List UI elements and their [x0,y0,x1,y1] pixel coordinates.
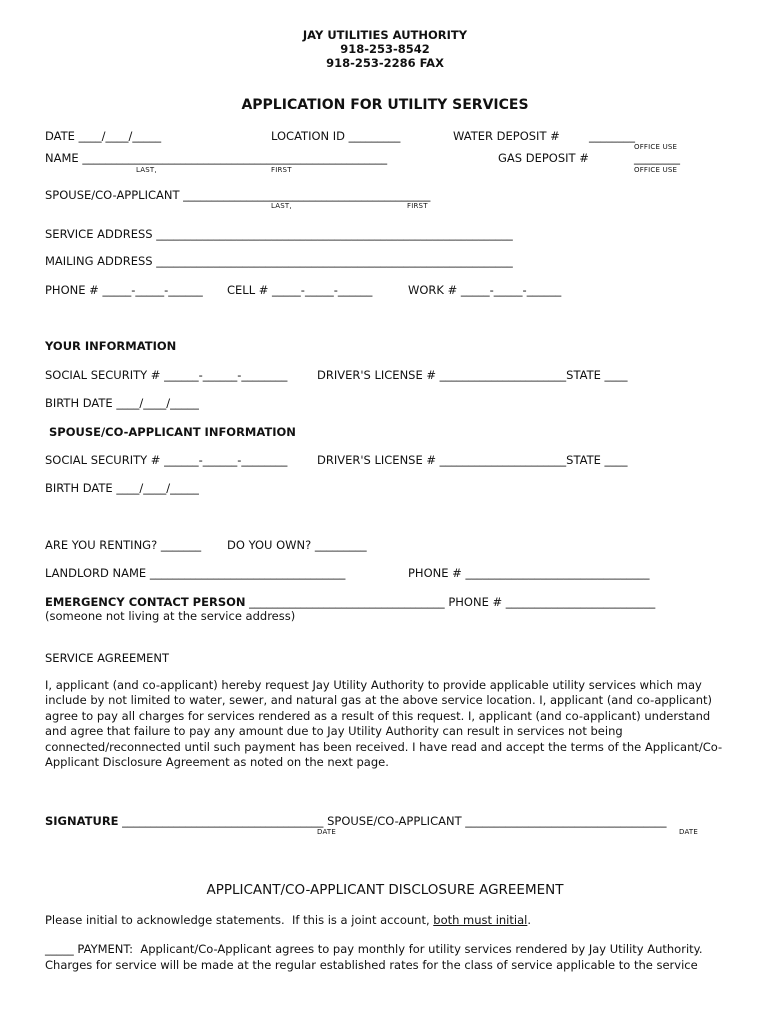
disclosure-intro-emphasis: both must initial [433,913,528,927]
water-deposit-label: WATER DEPOSIT # [453,129,560,143]
gas-deposit-label: GAS DEPOSIT # [498,151,589,165]
spouse-ssn-field[interactable]: SOCIAL SECURITY # ______-______-________ [45,453,288,467]
landlord-phone-field[interactable]: PHONE # ________________________________ [408,566,650,580]
form-title: APPLICATION FOR UTILITY SERVICES [241,97,529,113]
renting-field[interactable]: ARE YOU RENTING? _______ [45,538,202,552]
water-deposit-field[interactable]: ________ [589,129,635,143]
service-agreement-heading: SERVICE AGREEMENT [45,651,170,665]
signature-row[interactable] [45,814,667,828]
spouse-first-caption: FIRST [407,202,428,210]
drivers-license-field[interactable]: DRIVER'S LICENSE # ______________________STATE ____ [317,368,628,382]
name-first-caption: FIRST [271,166,292,174]
disclosure-title: APPLICANT/CO-APPLICANT DISCLOSURE AGREEMENT [206,882,564,898]
date-field[interactable]: DATE ____/____/_____ [45,129,162,143]
disclosure-intro-end: . [527,913,531,927]
signature-date-caption: DATE [317,828,337,836]
service-agreement-text: I, applicant (and co-applicant) hereby request Jay Utility Authority to provide applicable utility services which may include by not limited to water, sewer, and natural gas at the above service location. I, applicant (and co-applicant) agree to pay all charges for services rendered as a result of this request. I, applicant (and co-applicant) understand and agree that failure to pay any amount due to Jay Utility Authority can result in services not being connected/reconnected until such payment has been received. I have read and accept the terms of the Applicant/Co-Applicant Disclosure Agreement as noted on the next page. [45,678,723,770]
spouse-name-field[interactable]: SPOUSE/CO-APPLICANT ___________________________________________ [45,188,431,202]
org-fax: 918-253-2286 FAX [326,56,444,70]
office-use-note: OFFICE USE [634,166,678,174]
name-field[interactable]: NAME _____________________________________________________ [45,151,388,165]
emergency-contact-row[interactable] [45,595,655,609]
spouse-birth-date-field[interactable]: BIRTH DATE ____/____/_____ [45,481,199,495]
mailing-address-field[interactable]: MAILING ADDRESS ______________________________________________________________ [45,254,513,268]
spouse-signature-date-caption: DATE [679,828,699,836]
ssn-field[interactable]: SOCIAL SECURITY # ______-______-________ [45,368,288,382]
emergency-contact-label: EMERGENCY CONTACT PERSON [45,595,246,609]
cell-field[interactable]: CELL # _____-_____-______ [227,283,373,297]
emergency-contact-field[interactable]: __________________________________ PHONE # __________________________ [245,595,656,609]
payment-initial-field[interactable]: _____ PAYMENT: Applicant/Co-Applicant agrees to pay monthly for utility services rendered by Jay Utility Authority. [45,942,703,956]
own-field[interactable]: DO YOU OWN? _________ [227,538,367,552]
payment-text: Charges for service will be made at the regular established rates for the class of service applicable to the service [45,958,698,972]
disclosure-intro-text: Please initial to acknowledge statements. If this is a joint account, [45,913,434,927]
disclosure-intro [45,913,531,927]
spouse-last-caption: LAST, [271,202,292,210]
spouse-drivers-license-field[interactable]: DRIVER'S LICENSE # ______________________STATE ____ [317,453,628,467]
name-last-caption: LAST, [136,166,157,174]
gas-deposit-field[interactable]: ________ [634,151,680,165]
emergency-note: (someone not living at the service address) [45,609,296,623]
signature-field[interactable]: ___________________________________ SPOUSE/CO-APPLICANT ___________________________________ [118,814,667,828]
landlord-name-field[interactable]: LANDLORD NAME __________________________________ [45,566,346,580]
location-id-field[interactable]: LOCATION ID _________ [271,129,401,143]
office-use-note: OFFICE USE [634,143,678,151]
phone-field[interactable]: PHONE # _____-_____-______ [45,283,203,297]
spouse-info-heading: SPOUSE/CO-APPLICANT INFORMATION [49,425,296,439]
org-phone: 918-253-8542 [340,42,430,56]
your-info-heading: YOUR INFORMATION [45,339,177,353]
birth-date-field[interactable]: BIRTH DATE ____/____/_____ [45,396,199,410]
work-field[interactable]: WORK # _____-_____-______ [408,283,562,297]
org-name: JAY UTILITIES AUTHORITY [302,28,468,42]
service-address-field[interactable]: SERVICE ADDRESS ______________________________________________________________ [45,227,513,241]
signature-label: SIGNATURE [45,814,119,828]
